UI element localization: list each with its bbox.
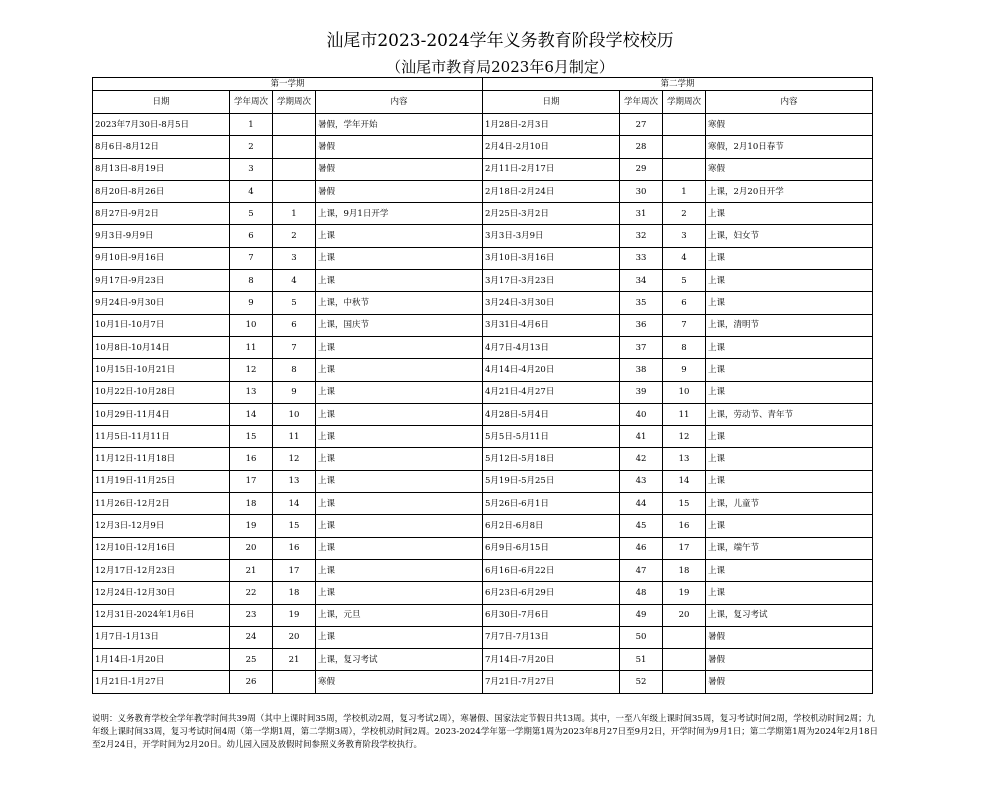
week-date-term2: 2月18日-2月24日 xyxy=(483,180,620,202)
content-term2: 上课 xyxy=(706,582,873,604)
week-date-term1: 1月21日-1月27日 xyxy=(93,671,230,693)
content-term2: 上课，清明节 xyxy=(706,314,873,336)
year-week-term2: 32 xyxy=(620,225,663,247)
term-week-term2 xyxy=(663,114,706,136)
content-term1: 上课 xyxy=(316,381,483,403)
term-week-term1 xyxy=(273,180,316,202)
week-date-term2: 6月2日-6月8日 xyxy=(483,515,620,537)
table-row xyxy=(93,515,873,537)
week-date-term2: 6月16日-6月22日 xyxy=(483,559,620,581)
year-week-term2: 41 xyxy=(620,426,663,448)
year-week-term1: 3 xyxy=(230,158,273,180)
term-week-term2: 14 xyxy=(663,470,706,492)
content-term2: 寒假 xyxy=(706,158,873,180)
year-week-term1: 10 xyxy=(230,314,273,336)
term-week-term2: 16 xyxy=(663,515,706,537)
year-week-term1: 17 xyxy=(230,470,273,492)
week-date-term1: 9月3日-9月9日 xyxy=(93,225,230,247)
table-row xyxy=(93,359,873,381)
term-week-term2 xyxy=(663,158,706,180)
week-date-term1: 9月24日-9月30日 xyxy=(93,292,230,314)
week-date-term2: 2月4日-2月10日 xyxy=(483,136,620,158)
year-week-term1: 5 xyxy=(230,203,273,225)
table-row xyxy=(93,649,873,671)
week-date-term1: 8月20日-8月26日 xyxy=(93,180,230,202)
term-week-term2: 10 xyxy=(663,381,706,403)
term-week-term1: 21 xyxy=(273,649,316,671)
week-date-term1: 10月22日-10月28日 xyxy=(93,381,230,403)
table-row xyxy=(93,604,873,626)
week-date-term1: 2023年7月30日-8月5日 xyxy=(93,114,230,136)
content-term1: 上课 xyxy=(316,470,483,492)
content-term1: 上课，中秋节 xyxy=(316,292,483,314)
year-week-term1: 9 xyxy=(230,292,273,314)
term-week-term1: 13 xyxy=(273,470,316,492)
content-term1: 暑假，学年开始 xyxy=(316,114,483,136)
date-header: 日期 xyxy=(483,91,620,114)
content-term1: 上课 xyxy=(316,515,483,537)
week-date-term1: 9月10日-9月16日 xyxy=(93,247,230,269)
term-week-term1: 2 xyxy=(273,225,316,247)
table-row xyxy=(93,671,873,693)
year-week-header: 学年周次 xyxy=(620,91,663,114)
content-term1: 暑假 xyxy=(316,136,483,158)
week-date-term2: 3月31日-4月6日 xyxy=(483,314,620,336)
year-week-term1: 4 xyxy=(230,180,273,202)
content-term1: 上课，国庆节 xyxy=(316,314,483,336)
term-week-term2: 1 xyxy=(663,180,706,202)
content-term2: 暑假 xyxy=(706,626,873,648)
term-week-term1: 19 xyxy=(273,604,316,626)
week-date-term1: 10月15日-10月21日 xyxy=(93,359,230,381)
week-date-term2: 2月25日-3月2日 xyxy=(483,203,620,225)
table-row xyxy=(93,381,873,403)
term-week-term1: 10 xyxy=(273,403,316,425)
content-term2: 上课 xyxy=(706,270,873,292)
page-subtitle: （汕尾市教育局2023年6月制定） xyxy=(386,58,614,76)
term-week-term2: 15 xyxy=(663,493,706,515)
table-row xyxy=(93,403,873,425)
term-week-term1: 3 xyxy=(273,247,316,269)
content-term1: 上课 xyxy=(316,247,483,269)
content-term2: 上课 xyxy=(706,470,873,492)
content-term1: 上课 xyxy=(316,336,483,358)
term-week-term1: 8 xyxy=(273,359,316,381)
term-week-term1: 20 xyxy=(273,626,316,648)
content-term1: 上课 xyxy=(316,359,483,381)
term-week-term1: 4 xyxy=(273,270,316,292)
table-row xyxy=(93,626,873,648)
term-week-term2: 4 xyxy=(663,247,706,269)
content-term2: 暑假 xyxy=(706,671,873,693)
content-term2: 寒假 xyxy=(706,114,873,136)
term-week-term1 xyxy=(273,158,316,180)
content-term1: 上课 xyxy=(316,270,483,292)
content-term1: 暑假 xyxy=(316,158,483,180)
content-term1: 上课 xyxy=(316,537,483,559)
term-week-term2: 7 xyxy=(663,314,706,336)
week-date-term2: 3月24日-3月30日 xyxy=(483,292,620,314)
content-term1: 上课 xyxy=(316,403,483,425)
week-date-term1: 1月7日-1月13日 xyxy=(93,626,230,648)
content-term2: 上课，劳动节、青年节 xyxy=(706,403,873,425)
year-week-term1: 7 xyxy=(230,247,273,269)
term-week-header: 学期周次 xyxy=(273,91,316,114)
table-row xyxy=(93,336,873,358)
year-week-term2: 35 xyxy=(620,292,663,314)
term-week-term2: 12 xyxy=(663,426,706,448)
year-week-term2: 40 xyxy=(620,403,663,425)
term-week-term1 xyxy=(273,136,316,158)
table-row xyxy=(93,537,873,559)
year-week-term1: 14 xyxy=(230,403,273,425)
term-week-term1: 16 xyxy=(273,537,316,559)
content-term1: 上课 xyxy=(316,493,483,515)
page-title: 汕尾市2023-2024学年义务教育阶段学校校历 xyxy=(326,31,674,51)
year-week-term2: 46 xyxy=(620,537,663,559)
content-term2: 上课，复习考试 xyxy=(706,604,873,626)
year-week-term1: 23 xyxy=(230,604,273,626)
table-row xyxy=(93,493,873,515)
year-week-term1: 20 xyxy=(230,537,273,559)
calendar-rows xyxy=(93,114,873,694)
term-week-term2: 20 xyxy=(663,604,706,626)
year-week-term2: 48 xyxy=(620,582,663,604)
week-date-term2: 6月30日-7月6日 xyxy=(483,604,620,626)
term-week-term2: 2 xyxy=(663,203,706,225)
term2-header: 第二学期 xyxy=(483,78,873,91)
week-date-term2: 7月21日-7月27日 xyxy=(483,671,620,693)
year-week-term1: 12 xyxy=(230,359,273,381)
table-row xyxy=(93,203,873,225)
week-date-term1: 12月31日-2024年1月6日 xyxy=(93,604,230,626)
term-week-term1: 12 xyxy=(273,448,316,470)
week-date-term1: 11月26日-12月2日 xyxy=(93,493,230,515)
year-week-term1: 15 xyxy=(230,426,273,448)
term-week-term2: 5 xyxy=(663,270,706,292)
term-week-term2: 3 xyxy=(663,225,706,247)
year-week-term1: 25 xyxy=(230,649,273,671)
content-term2: 上课 xyxy=(706,292,873,314)
explanation-note: 说明：义务教育学校全学年教学时间共39周（其中上课时间35周，学校机动2周，复习考试2周），寒暑假、国家法定节假日共13周。其中，一至八年级上课时间35周，复习考试时间2周，学校机动时间2周；九年级上课时间33周，复习考试时间4周（第一学期1周，第二学期3周），学校机动时间2周。2023-2024学年第一学期第1周为2023年8月27日至9月2日，开学时间为9月1日；第二学期第1周为2024年2月18日至2月24日，开学时间为2月20日。幼儿园入园及放假时间参照义务教育阶段学校执行。 xyxy=(92,714,879,750)
week-date-term2: 3月17日-3月23日 xyxy=(483,270,620,292)
content-term1: 上课，复习考试 xyxy=(316,649,483,671)
term-week-term1: 17 xyxy=(273,559,316,581)
week-date-term1: 12月17日-12月23日 xyxy=(93,559,230,581)
table-row xyxy=(93,180,873,202)
week-date-term2: 4月28日-5月4日 xyxy=(483,403,620,425)
content-term2: 上课，2月20日开学 xyxy=(706,180,873,202)
year-week-term1: 6 xyxy=(230,225,273,247)
year-week-term1: 11 xyxy=(230,336,273,358)
year-week-term2: 42 xyxy=(620,448,663,470)
term-week-term1 xyxy=(273,114,316,136)
year-week-term2: 52 xyxy=(620,671,663,693)
year-week-term1: 21 xyxy=(230,559,273,581)
term-week-term2: 18 xyxy=(663,559,706,581)
year-week-term2: 36 xyxy=(620,314,663,336)
term-week-term2: 17 xyxy=(663,537,706,559)
term-week-term2 xyxy=(663,626,706,648)
table-row xyxy=(93,136,873,158)
content-term1: 上课 xyxy=(316,426,483,448)
term-week-term2 xyxy=(663,671,706,693)
week-date-term2: 2月11日-2月17日 xyxy=(483,158,620,180)
week-date-term2: 5月12日-5月18日 xyxy=(483,448,620,470)
week-date-term1: 10月29日-11月4日 xyxy=(93,403,230,425)
week-date-term1: 12月24日-12月30日 xyxy=(93,582,230,604)
content-header: 内容 xyxy=(706,91,873,114)
week-date-term1: 12月3日-12月9日 xyxy=(93,515,230,537)
year-week-term2: 44 xyxy=(620,493,663,515)
year-week-term2: 47 xyxy=(620,559,663,581)
week-date-term2: 7月7日-7月13日 xyxy=(483,626,620,648)
year-week-header: 学年周次 xyxy=(230,91,273,114)
year-week-term1: 22 xyxy=(230,582,273,604)
content-term1: 寒假 xyxy=(316,671,483,693)
content-term2: 上课 xyxy=(706,359,873,381)
year-week-term1: 19 xyxy=(230,515,273,537)
term-week-term2 xyxy=(663,136,706,158)
year-week-term2: 50 xyxy=(620,626,663,648)
content-term1: 上课 xyxy=(316,448,483,470)
term-week-term2: 6 xyxy=(663,292,706,314)
year-week-term2: 49 xyxy=(620,604,663,626)
term-week-term1: 5 xyxy=(273,292,316,314)
term-week-term1: 1 xyxy=(273,203,316,225)
content-term2: 上课，儿童节 xyxy=(706,493,873,515)
week-date-term2: 5月26日-6月1日 xyxy=(483,493,620,515)
week-date-term1: 10月8日-10月14日 xyxy=(93,336,230,358)
term-week-term1: 18 xyxy=(273,582,316,604)
week-date-term2: 3月10日-3月16日 xyxy=(483,247,620,269)
year-week-term1: 16 xyxy=(230,448,273,470)
content-term2: 上课 xyxy=(706,336,873,358)
week-date-term1: 9月17日-9月23日 xyxy=(93,270,230,292)
year-week-term2: 28 xyxy=(620,136,663,158)
week-date-term1: 11月5日-11月11日 xyxy=(93,426,230,448)
content-term1: 上课，9月1日开学 xyxy=(316,203,483,225)
content-term2: 上课 xyxy=(706,559,873,581)
content-term2: 上课，妇女节 xyxy=(706,225,873,247)
week-date-term2: 5月5日-5月11日 xyxy=(483,426,620,448)
year-week-term2: 27 xyxy=(620,114,663,136)
year-week-term1: 8 xyxy=(230,270,273,292)
year-week-term1: 2 xyxy=(230,136,273,158)
term-week-term1 xyxy=(273,671,316,693)
term-week-term2: 13 xyxy=(663,448,706,470)
content-term2: 上课 xyxy=(706,448,873,470)
year-week-term1: 24 xyxy=(230,626,273,648)
term-week-term2: 8 xyxy=(663,336,706,358)
school-calendar-table xyxy=(92,77,873,694)
week-date-term2: 5月19日-5月25日 xyxy=(483,470,620,492)
term-week-term2: 9 xyxy=(663,359,706,381)
table-row xyxy=(93,114,873,136)
content-term1: 上课，元旦 xyxy=(316,604,483,626)
week-date-term2: 3月3日-3月9日 xyxy=(483,225,620,247)
week-date-term1: 8月13日-8月19日 xyxy=(93,158,230,180)
content-term2: 上课 xyxy=(706,426,873,448)
week-date-term1: 12月10日-12月16日 xyxy=(93,537,230,559)
year-week-term2: 30 xyxy=(620,180,663,202)
week-date-term1: 8月27日-9月2日 xyxy=(93,203,230,225)
term-week-term1: 14 xyxy=(273,493,316,515)
date-header: 日期 xyxy=(93,91,230,114)
table-row xyxy=(93,559,873,581)
year-week-term2: 37 xyxy=(620,336,663,358)
year-week-term2: 51 xyxy=(620,649,663,671)
content-term2: 寒假，2月10日春节 xyxy=(706,136,873,158)
table-row xyxy=(93,426,873,448)
content-term2: 上课 xyxy=(706,515,873,537)
week-date-term1: 11月12日-11月18日 xyxy=(93,448,230,470)
content-term2: 上课 xyxy=(706,381,873,403)
table-row xyxy=(93,448,873,470)
year-week-term2: 34 xyxy=(620,270,663,292)
year-week-term2: 33 xyxy=(620,247,663,269)
content-term1: 上课 xyxy=(316,582,483,604)
content-term1: 上课 xyxy=(316,626,483,648)
week-date-term1: 8月6日-8月12日 xyxy=(93,136,230,158)
term-week-term1: 7 xyxy=(273,336,316,358)
term-week-term2 xyxy=(663,649,706,671)
year-week-term2: 31 xyxy=(620,203,663,225)
year-week-term1: 1 xyxy=(230,114,273,136)
table-row xyxy=(93,470,873,492)
content-term1: 上课 xyxy=(316,225,483,247)
week-date-term2: 6月23日-6月29日 xyxy=(483,582,620,604)
year-week-term2: 43 xyxy=(620,470,663,492)
year-week-term1: 26 xyxy=(230,671,273,693)
week-date-term2: 4月14日-4月20日 xyxy=(483,359,620,381)
year-week-term1: 18 xyxy=(230,493,273,515)
year-week-term2: 38 xyxy=(620,359,663,381)
table-row xyxy=(93,225,873,247)
year-week-term2: 39 xyxy=(620,381,663,403)
week-date-term2: 4月7日-4月13日 xyxy=(483,336,620,358)
content-term2: 上课 xyxy=(706,203,873,225)
term-week-term1: 15 xyxy=(273,515,316,537)
term-week-term1: 9 xyxy=(273,381,316,403)
term-week-header: 学期周次 xyxy=(663,91,706,114)
table-row xyxy=(93,270,873,292)
week-date-term1: 11月19日-11月25日 xyxy=(93,470,230,492)
content-term2: 暑假 xyxy=(706,649,873,671)
table-row xyxy=(93,582,873,604)
week-date-term2: 6月9日-6月15日 xyxy=(483,537,620,559)
table-row xyxy=(93,314,873,336)
table-row xyxy=(93,158,873,180)
term1-header: 第一学期 xyxy=(93,78,483,91)
table-row xyxy=(93,292,873,314)
table-row xyxy=(93,247,873,269)
year-week-term1: 13 xyxy=(230,381,273,403)
term-week-term2: 19 xyxy=(663,582,706,604)
week-date-term1: 1月14日-1月20日 xyxy=(93,649,230,671)
content-term2: 上课，端午节 xyxy=(706,537,873,559)
week-date-term1: 10月1日-10月7日 xyxy=(93,314,230,336)
term-week-term1: 6 xyxy=(273,314,316,336)
week-date-term2: 1月28日-2月3日 xyxy=(483,114,620,136)
term-week-term1: 11 xyxy=(273,426,316,448)
content-term1: 上课 xyxy=(316,559,483,581)
week-date-term2: 7月14日-7月20日 xyxy=(483,649,620,671)
term-week-term2: 11 xyxy=(663,403,706,425)
content-header: 内容 xyxy=(316,91,483,114)
year-week-term2: 29 xyxy=(620,158,663,180)
content-term2: 上课 xyxy=(706,247,873,269)
content-term1: 暑假 xyxy=(316,180,483,202)
year-week-term2: 45 xyxy=(620,515,663,537)
week-date-term2: 4月21日-4月27日 xyxy=(483,381,620,403)
